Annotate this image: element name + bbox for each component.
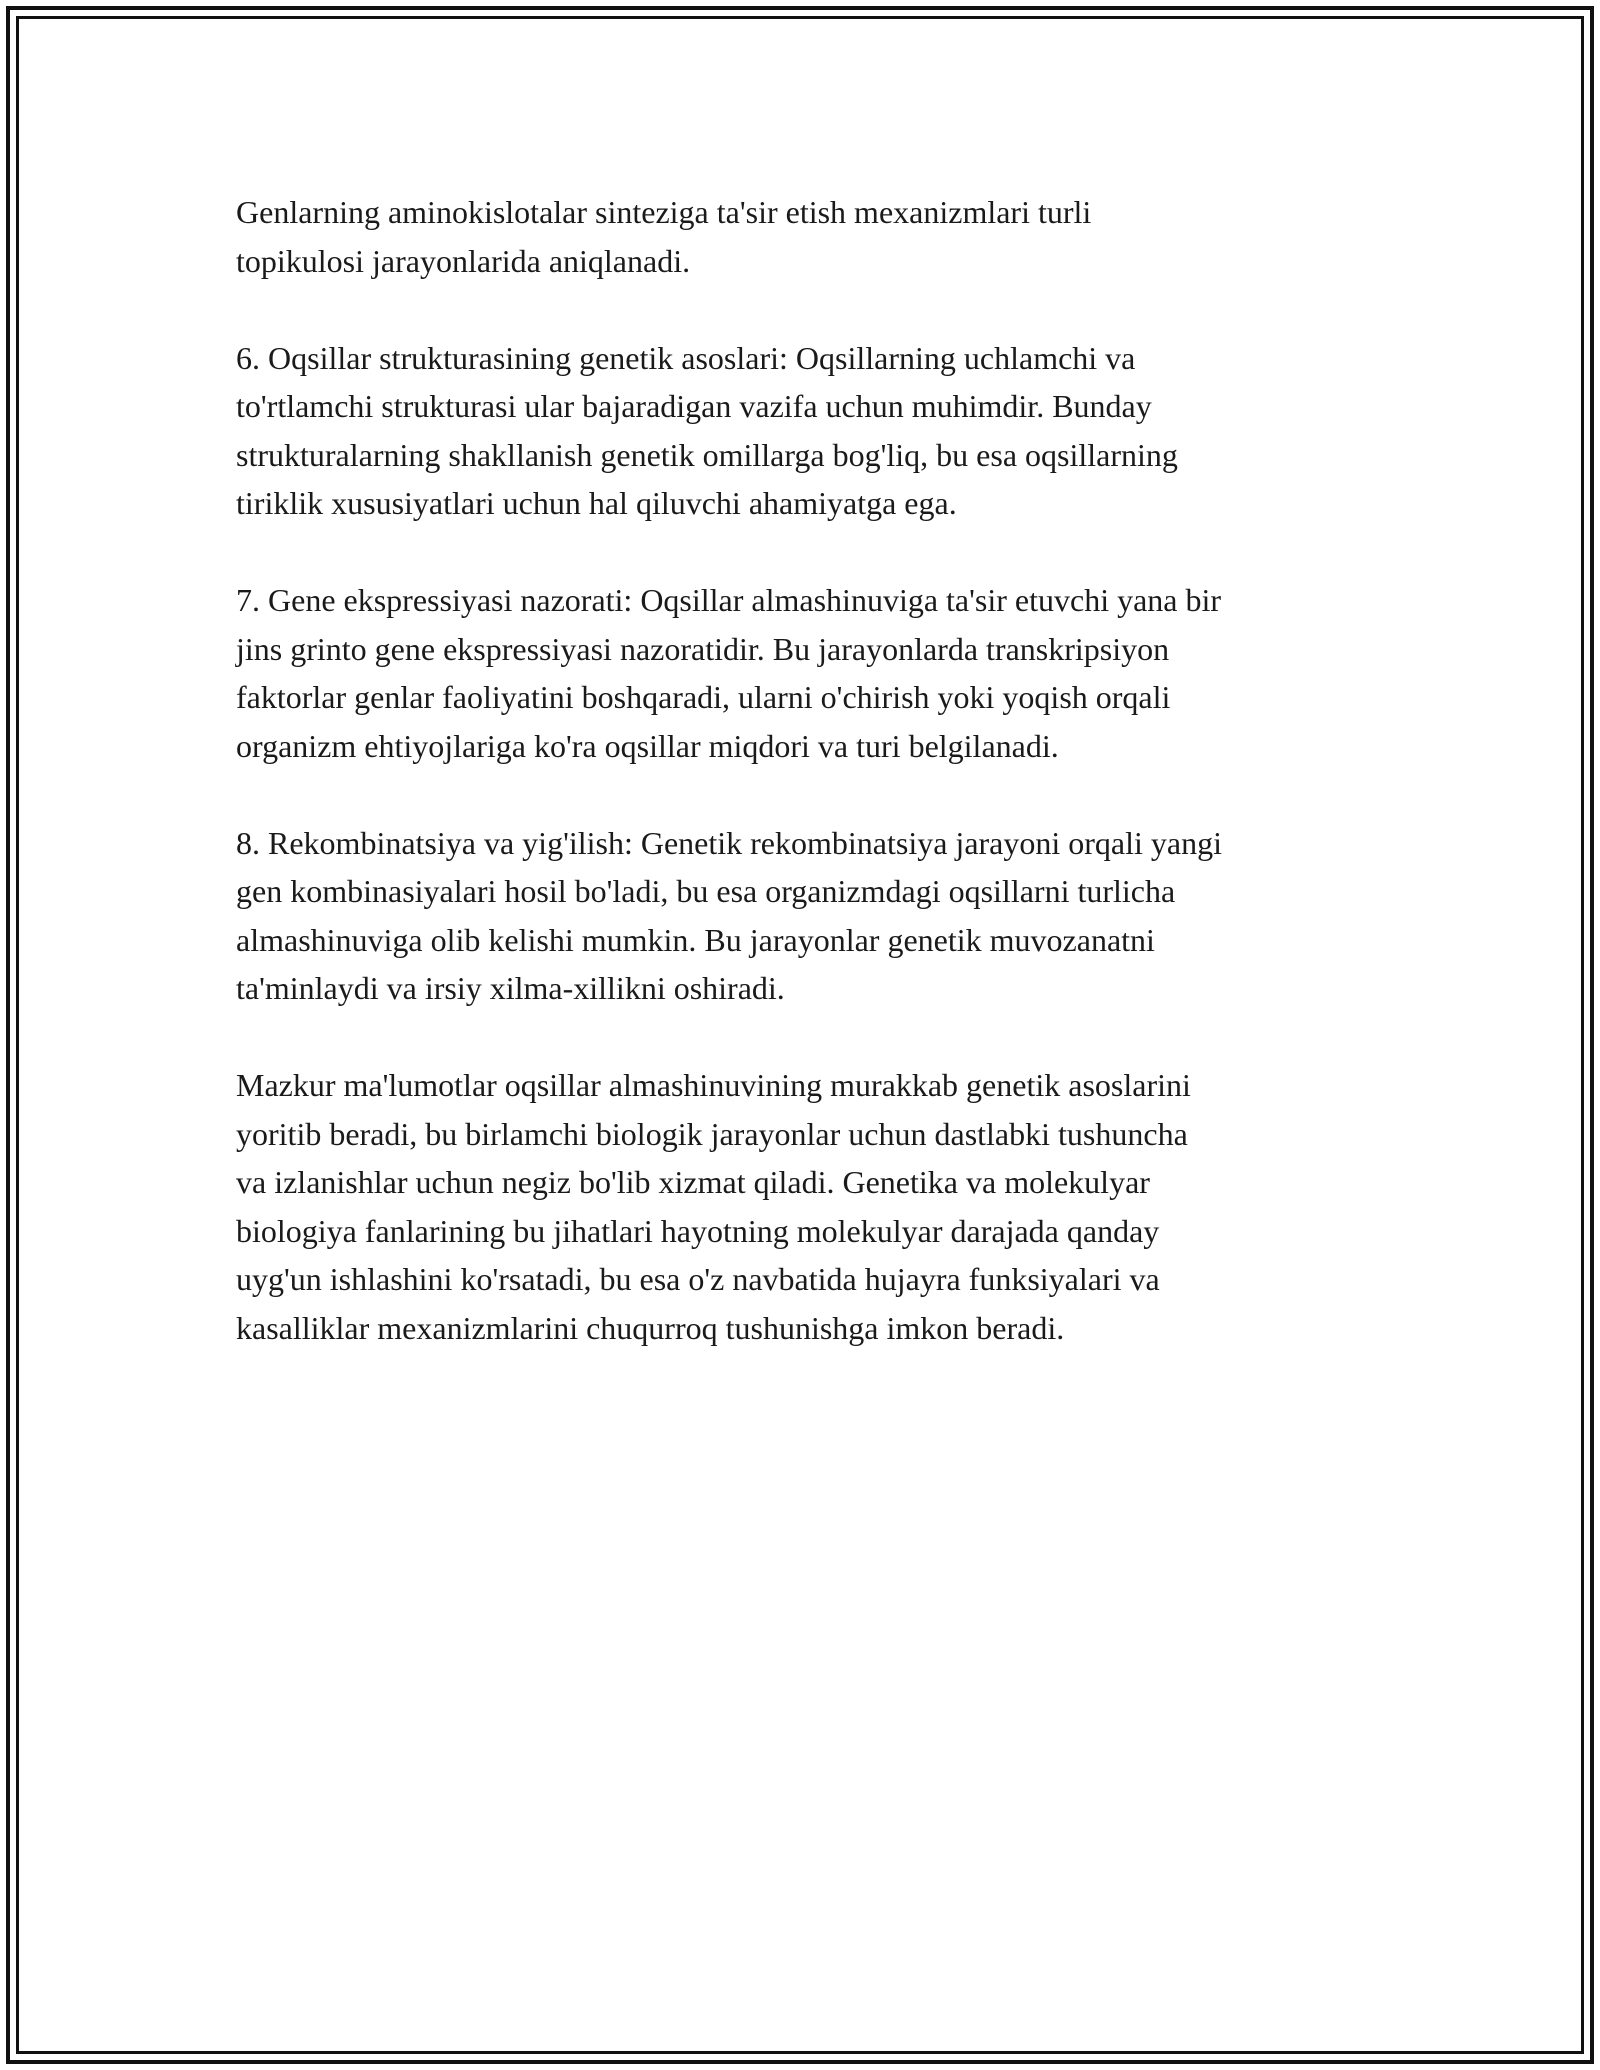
document-body bbox=[236, 188, 1386, 1401]
paragraph-recombination: 8. Rekombinatsiya va yig'ilish: Genetik rekombinatsiya jarayoni orqali yangi gen kombinasiyalari hosil bo'ladi, bu esa organizmdagi oqsillarni turlicha almashinuviga olib kelishi mumkin. Bu jarayonlar genetik muvozanatni ta'minlaydi va irsiy xilma-xillikni oshiradi. bbox=[236, 824, 1222, 1006]
paragraph-protein-structure: 6. Oqsillar strukturasining genetik asoslari: Oqsillarning uchlamchi va to'rtlamchi strukturasi ular bajaradigan vazifa uchun muhimdir. Bunday strukturalarning shakllanish genetik omillarga bog'liq, bu esa oqsillarning tiriklik xususiyatlari uchun hal qiluvchi ahamiyatga ega. bbox=[236, 339, 1178, 521]
paragraph-gene-expression: 7. Gene ekspressiyasi nazorati: Oqsillar almashinuviga ta'sir etuvchi yana bir jins grinto gene ekspressiyasi nazoratidir. Bu jarayonlarda transkripsiyon faktorlar genlar faoliyatini boshqaradi, ularni o'chirish yoki yoqish orqali organizm ehtiyojlariga ko'ra oqsillar miqdori va turi belgilanadi. bbox=[236, 582, 1222, 764]
paragraph-conclusion: Mazkur ma'lumotlar oqsillar almashinuvining murakkab genetik asoslarini yoritib beradi, bu birlamchi biologik jarayonlar uchun dastlabki tushuncha va izlanishlar uchun negiz bo'lib xizmat qiladi. Genetika va molekulyar biologiya fanlarining bu jihatlari hayotning molekulyar darajada qanday uyg'un ishlashini ko'rsatadi, bu esa o'z navbatida hujayra funksiyalari va kasalliklar mexanizmlarini chuqurroq tushunishga imkon beradi. bbox=[236, 1067, 1191, 1346]
paragraph-intro: Genlarning aminokislotalar sinteziga ta'sir etish mexanizmlari turli topikulosi jarayonlarida aniqlanadi. bbox=[236, 194, 1092, 279]
